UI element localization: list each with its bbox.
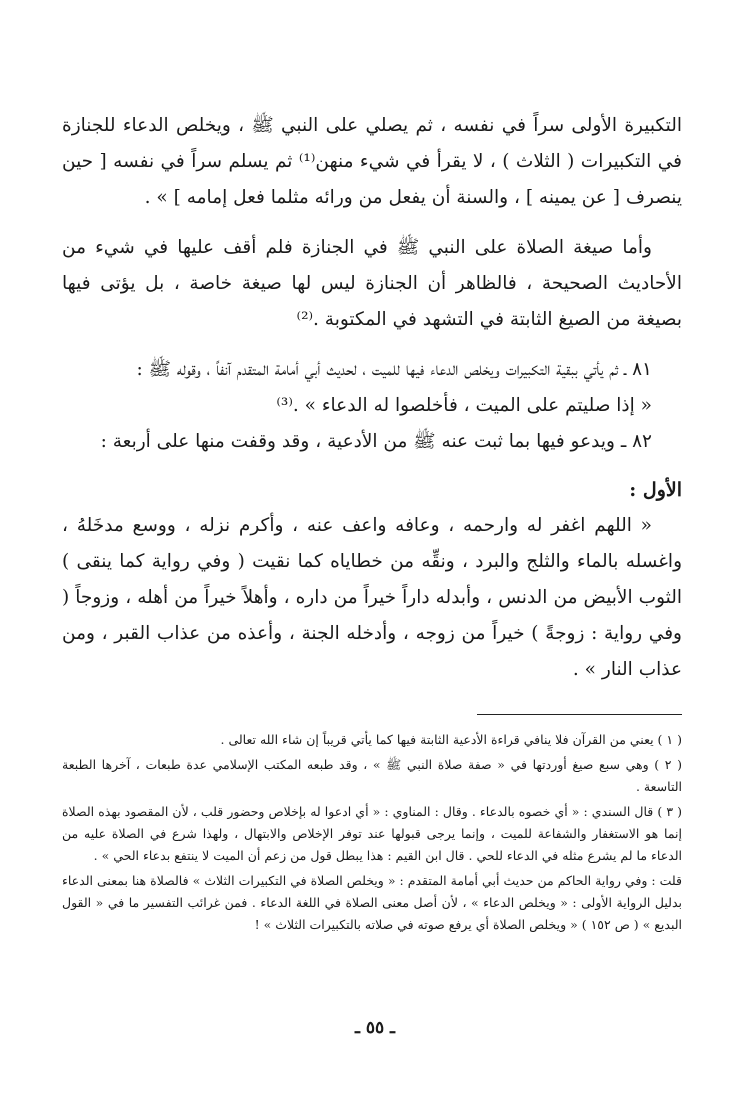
footnote-4: قلت : وفي رواية الحاكم من حديث أبي أمامة المتقدم : « ويخلص الصلاة في التكبيرات الثلاث » فالصلاة هنا بمعنى الدعاء بدليل الرواية الأولى : « ويخلص الدعاء » ، لأن أصل معنى الصلاة في اللغة الدعاء . فمن غرائب التفسير ما في « القول البديع » ( ص ١٥٢ ) « ويخلص الصلاة أي يرفع صوته في صلاته بالتكبيرات الثلاث » ! bbox=[62, 873, 682, 932]
paragraph-1: التكبيرة الأولى سراً في نفسه ، ثم يصلي على النبي ﷺ ، ويخلص الدعاء للجنازة في التكبيرات ( الثلاث ) ، لا يقرأ في شيء منهن⁽¹⁾ ثم يسلم سراً في نفسه [ حين ينصرف [ عن يمينه ] ، والسنة أن يفعل من ورائه مثلما فعل إمامه ] » . bbox=[62, 115, 682, 208]
footnotes bbox=[62, 729, 682, 936]
paragraph-4: « إذا صليتم على الميت ، فأخلصوا له الدعاء » .⁽³⁾ bbox=[276, 395, 652, 416]
paragraph-3: ٨١ ـ ثم يأتي ببقية التكبيرات ويخلص الدعاء فيها للميت ، لحديث أبي أمامة المتقدم آنفاً ، وقوله ﷺ : bbox=[136, 359, 652, 380]
paragraph-5: ٨٢ ـ ويدعو فيها بما ثبت عنه ﷺ من الأدعية ، وقد وقفت منها على أربعة : bbox=[100, 431, 652, 452]
footnote-3: ( ٣ ) قال السندي : « أي خصوه بالدعاء . وقال : المناوي : « أي ادعوا له بإخلاص وحضور قلب ، لأن المقصود بهذه الصلاة إنما هو الاستغفار والشفاعة للميت ، وإنما يرجى قبولها عند توفر الإخلاص والابتهال ، ولهذا شرع في الصلاة عليه من الدعاء ما لم يشرع مثله في الدعاء للحي . قال ابن القيم : هذا يبطل قول من زعم أن الميت لا ينتفع بدعاء الحي » . bbox=[62, 804, 682, 863]
main-text bbox=[62, 108, 682, 688]
paragraph-2: وأما صيغة الصلاة على النبي ﷺ في الجنازة فلم أقف عليها في شيء من الأحاديث الصحيحة ، فالظاهر أن الجنازة ليس لها صيغة خاصة ، بل يؤتى فيها بصيغة من الصيغ الثابتة في التشهد في المكتوبة .⁽²⁾ bbox=[62, 237, 682, 330]
paragraph-6: « اللهم اغفر له وارحمه ، وعافه واعف عنه ، وأكرم نزله ، ووسع مدخَلهُ ، واغسله بالماء والثلج والبرد ، ونقِّه من خطاياه كما نقيت ( وفي رواية كما ينقى ) الثوب الأبيض من الدنس ، وأبدله داراً خيراً من داره ، وأهلاً خيراً من أهله ، وزوجاً ( وفي رواية : زوجةً ) خيراً من زوجه ، وأدخله الجنة ، وأعذه من عذاب القبر ، ومن عذاب النار » . bbox=[62, 515, 682, 680]
section-heading: الأول : bbox=[629, 479, 682, 501]
page-number: ـ ٥٥ ـ bbox=[354, 1018, 396, 1038]
footnote-2: ( ٢ ) وهي سبع صيغ أوردتها في « صفة صلاة النبي ﷺ » ، وقد طبعه المكتب الإسلامي عدة طبعات ، آخرها الطبعة التاسعة . bbox=[62, 757, 682, 794]
footnote-separator bbox=[477, 714, 682, 715]
footnote-1: ( ١ ) يعني من القرآن فلا ينافي قراءة الأدعية الثابتة فيها كما يأتي قريباً إن شاء الله تعالى . bbox=[220, 732, 682, 747]
